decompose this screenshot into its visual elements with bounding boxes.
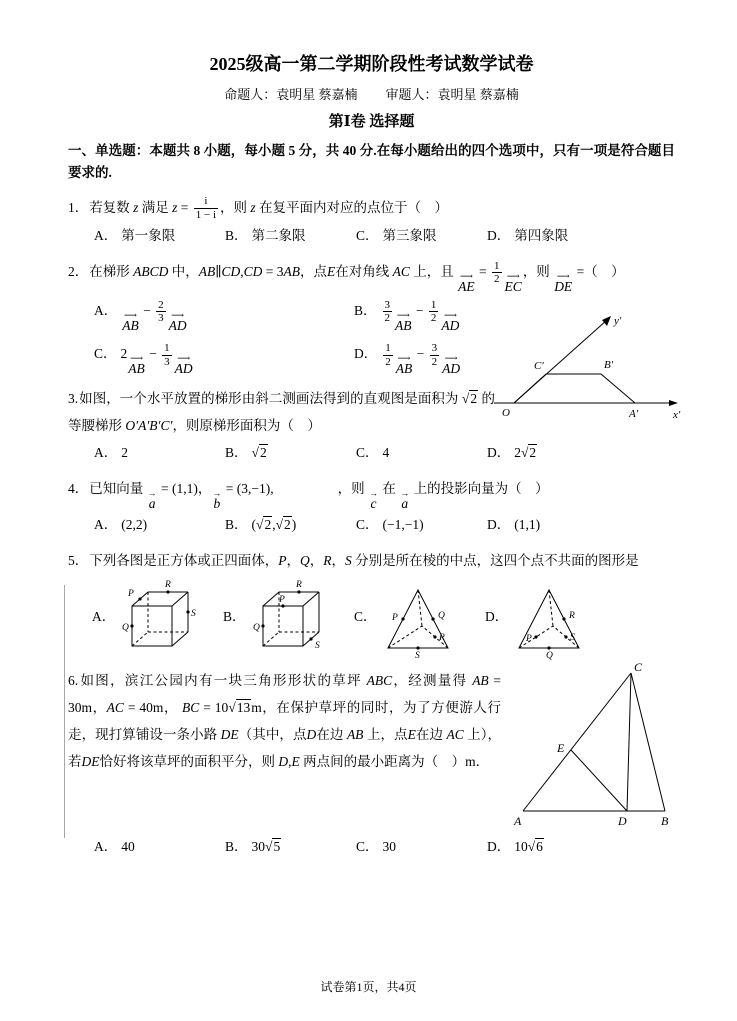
option xyxy=(94,222,225,249)
question-4-body xyxy=(68,475,675,538)
vector xyxy=(554,270,573,294)
text-run: ) xyxy=(291,517,297,533)
vector-arrow-icon: ⟶ xyxy=(459,270,473,281)
q5-figure-c-label: C． xyxy=(354,609,377,625)
vector-arrow-icon: ⟶ xyxy=(171,309,185,320)
q3-c-label: C′ xyxy=(534,360,544,373)
text-run: 2 xyxy=(514,445,521,461)
text-run: ，经测量得 xyxy=(392,673,473,689)
question-stem xyxy=(68,258,675,294)
radical-sign: √ xyxy=(461,391,470,407)
vector-name: c xyxy=(370,496,377,512)
options-row xyxy=(94,511,675,538)
option-label: C． xyxy=(356,839,379,855)
text-run: − xyxy=(412,302,427,318)
variable: Q xyxy=(300,553,310,569)
question-6 xyxy=(68,660,675,860)
text-run: ， xyxy=(331,553,345,569)
vector-name: AD xyxy=(442,361,461,377)
fraction-numerator: 3 xyxy=(384,298,391,311)
variable: D xyxy=(306,727,317,743)
q5d-p-label: P xyxy=(526,634,533,645)
vector-arrow-icon: → xyxy=(212,488,222,499)
variable: AC xyxy=(446,727,464,743)
variable: P xyxy=(278,553,287,569)
text-run: 在 xyxy=(378,481,400,497)
variable: DE xyxy=(220,727,239,743)
text-run: 在边 xyxy=(415,727,447,743)
option xyxy=(225,833,356,860)
text-run: 满足 xyxy=(138,199,173,215)
vector xyxy=(442,355,460,376)
option xyxy=(225,439,356,466)
variable: z xyxy=(133,199,139,215)
text-run: (1,1) xyxy=(514,517,541,533)
variable: DE xyxy=(81,754,100,770)
q6-a-label: A xyxy=(514,814,522,829)
vector-name: a xyxy=(401,496,409,512)
text-run: − xyxy=(139,302,155,318)
fraction xyxy=(156,299,166,325)
q5a-r-label: R xyxy=(165,580,172,591)
option xyxy=(487,439,537,466)
fraction xyxy=(162,342,172,368)
variable: E xyxy=(327,263,336,279)
square-root xyxy=(462,390,478,406)
vector xyxy=(369,490,378,511)
text-run: （其中，点 xyxy=(238,727,307,743)
vector-name: AD xyxy=(174,361,193,377)
text-run: 的等腰梯形 xyxy=(68,391,495,434)
vector-arrow-icon: ⟶ xyxy=(130,353,143,364)
text-run: = 40m， xyxy=(123,700,183,716)
text-run: 在复平面内对应的点位于（ ） xyxy=(255,199,449,215)
fraction-numerator: 2 xyxy=(158,298,164,311)
variable: ABCD xyxy=(133,263,169,279)
option xyxy=(94,340,354,376)
option-label: C． xyxy=(94,346,117,362)
q5-figure-a xyxy=(92,578,223,658)
vector xyxy=(504,270,522,294)
text-run: ， xyxy=(286,553,300,569)
vector-name: DE xyxy=(554,278,573,294)
fraction-numerator: 1 xyxy=(164,341,170,354)
radicand: 2 xyxy=(264,517,272,533)
text-run: , xyxy=(288,754,292,770)
option-label: D． xyxy=(487,227,511,243)
vector xyxy=(128,355,145,376)
option-label: A． xyxy=(94,839,118,855)
square-root xyxy=(276,516,292,532)
radical-sign: √ xyxy=(521,445,529,461)
square-root xyxy=(228,699,251,715)
option xyxy=(225,511,356,538)
q5b-s-label: S xyxy=(314,641,320,652)
radicand: 6 xyxy=(536,839,543,855)
question-stem xyxy=(68,547,675,574)
q3-origin-label: O xyxy=(502,407,510,420)
text-run: ，则原梯形面积为（ ） xyxy=(172,418,321,434)
q5b-q-label: Q xyxy=(252,623,260,634)
square-root xyxy=(528,838,544,854)
fraction-denominator: 3 xyxy=(164,355,170,368)
left-margin-line xyxy=(64,585,65,838)
fraction-denominator: 1 − i xyxy=(195,209,217,222)
radicand: 2 xyxy=(470,391,478,407)
text-run: = (3,−1), xyxy=(222,481,274,497)
q5-figure-c xyxy=(354,582,485,662)
fraction-numerator: i xyxy=(204,195,208,208)
option xyxy=(94,511,225,538)
authors-line xyxy=(68,84,675,103)
option xyxy=(356,222,487,249)
text-run: ，则 xyxy=(522,263,554,279)
authors-right: 审题人：袁明星 蔡嘉楠 xyxy=(385,87,519,103)
q5d-r-label: R xyxy=(569,611,576,622)
variable: AB xyxy=(198,263,216,279)
question-1-body xyxy=(68,194,675,249)
q6-c-label: C xyxy=(634,660,643,675)
page-title: 2025级高一第二学期阶段性考试数学试卷 xyxy=(209,54,534,74)
text-run: 40 xyxy=(121,839,135,855)
variable: CD xyxy=(221,263,241,279)
text-run: 已知向量 xyxy=(89,481,147,497)
variable: AC xyxy=(106,700,124,716)
q5-figure-b xyxy=(223,578,354,658)
authors-left: 命题人：袁明星 蔡嘉楠 xyxy=(224,87,358,103)
variable: BC xyxy=(182,700,200,716)
text-run: = 30m， xyxy=(68,673,501,716)
fraction-denominator: 2 xyxy=(430,312,437,325)
vector-name: AB xyxy=(395,317,412,333)
vector-arrow-icon: ⟶ xyxy=(506,270,520,281)
option-label: B． xyxy=(225,227,248,243)
vector-name: AB xyxy=(395,361,413,377)
vector xyxy=(400,490,409,511)
option xyxy=(487,833,544,860)
vector xyxy=(458,270,475,294)
instructions: 一、单选题：本题共 8 小题，每小题 5 分，共 40 分.在每小题给出的四个选项中，只有一项是符合题目要求的. xyxy=(68,143,675,181)
square-root xyxy=(265,838,281,854)
vector xyxy=(148,490,157,511)
vector xyxy=(441,309,460,333)
text-run: ，则 xyxy=(337,481,368,497)
q5-figure-d-label: D． xyxy=(485,609,509,625)
text-run: 第二象限 xyxy=(251,227,306,243)
q6-d-label: D xyxy=(618,814,627,829)
square-root xyxy=(256,516,272,532)
vector-name: EC xyxy=(504,278,522,294)
option xyxy=(225,222,356,249)
q5b-p-label: P xyxy=(278,595,285,606)
fraction-denominator: 2 xyxy=(384,312,391,325)
q5c-s-label: S xyxy=(414,651,420,662)
q5-cube-b-diagram xyxy=(251,578,329,658)
question-6-body xyxy=(68,660,675,860)
text-run: 30 xyxy=(251,839,266,855)
vector-arrow-icon: ⟶ xyxy=(444,353,458,364)
text-run: 上，点 xyxy=(363,727,408,743)
vector-arrow-icon: → xyxy=(368,488,378,499)
option-label: A． xyxy=(94,445,118,461)
option-label: A． xyxy=(94,517,118,533)
vector-arrow-icon: → xyxy=(400,488,410,499)
option-label: C． xyxy=(356,517,379,533)
fraction-numerator: 1 xyxy=(494,259,500,272)
text-run: m，在保护草坪的同时，为了方便游人行走，现打算铺设一条小路 xyxy=(68,700,501,743)
text-run: − xyxy=(413,346,428,362)
option xyxy=(94,439,225,466)
question-number: 5． xyxy=(68,553,89,569)
variable: AB xyxy=(472,673,489,689)
radical-sign: √ xyxy=(265,839,273,855)
text-run: ， xyxy=(309,553,324,569)
variable: S xyxy=(345,553,352,569)
radicand: 2 xyxy=(283,517,291,533)
option xyxy=(94,297,354,333)
square-root xyxy=(252,444,268,460)
q3-a-label: A′ xyxy=(629,408,639,421)
text-run: = (1,1)， xyxy=(157,481,212,497)
variable: E xyxy=(291,754,300,770)
vector-arrow-icon: ⟶ xyxy=(443,309,457,320)
text-run: 在边 xyxy=(316,727,347,743)
variable: z xyxy=(172,199,178,215)
option xyxy=(356,439,487,466)
q3-y-axis-label: y′ xyxy=(614,315,622,328)
option-label: C． xyxy=(356,445,379,461)
variable: AC xyxy=(392,263,410,279)
text-run: 中， xyxy=(168,263,199,279)
q6-b-label: B xyxy=(661,814,669,829)
vector-arrow-icon: → xyxy=(147,488,157,499)
text-run: 在梯形 xyxy=(89,263,134,279)
vector-name: b xyxy=(213,496,221,512)
q5d-q-label: Q xyxy=(546,651,554,662)
text-run: 分别是所在棱的中点，这四个点不共面的图形是 xyxy=(351,553,639,569)
options-row xyxy=(94,439,675,466)
q5d-s-label: S xyxy=(570,633,575,644)
option-label: D． xyxy=(487,839,511,855)
q5-figure-a-label: A． xyxy=(92,609,116,625)
vector xyxy=(168,309,187,333)
text-run: 如图，一个水平放置的梯形由斜二测画法得到的直观图是面积为 xyxy=(79,391,462,407)
option-label: B． xyxy=(225,517,248,533)
option-label: D． xyxy=(487,445,511,461)
option xyxy=(487,222,568,249)
fraction-denominator: 2 xyxy=(385,355,391,368)
question-number: 1． xyxy=(68,199,89,215)
fraction xyxy=(383,342,393,368)
text-run: = 3 xyxy=(262,263,284,279)
radicand: 2 xyxy=(529,445,537,461)
text-run: ，则 xyxy=(220,199,251,215)
radical-sign: √ xyxy=(527,839,536,855)
vector xyxy=(396,355,413,376)
square-root xyxy=(521,444,537,460)
q5c-p-label: P xyxy=(391,613,398,624)
text-run: 两点间的最小距离为（ ）m． xyxy=(299,754,490,770)
q6-triangle-diagram xyxy=(513,659,675,829)
text-run: ，点 xyxy=(300,263,328,279)
q5-figure-b-label: B． xyxy=(223,609,246,625)
radical-sign: √ xyxy=(228,700,236,716)
question-4 xyxy=(68,475,675,538)
vector-name: AD xyxy=(441,317,460,333)
vector-name: a xyxy=(148,496,156,512)
question-stem xyxy=(68,475,675,511)
option xyxy=(356,833,487,860)
q5-tetrahedron-d-diagram xyxy=(513,582,585,662)
fraction-numerator: 1 xyxy=(385,341,391,354)
question-5 xyxy=(68,547,675,662)
text-run: 30 xyxy=(382,839,397,855)
q3-b-label: B′ xyxy=(604,359,614,372)
option-label: A． xyxy=(94,227,118,243)
vector-arrow-icon: ⟶ xyxy=(397,353,411,364)
q5-tetrahedron-c-diagram xyxy=(382,582,454,662)
variable: O′A′B′C′ xyxy=(125,418,173,434)
fraction-numerator: 3 xyxy=(431,341,438,354)
text-run: 上，且 xyxy=(409,263,458,279)
fraction xyxy=(383,299,393,325)
fraction-denominator: 2 xyxy=(494,273,500,286)
variable: R xyxy=(323,553,332,569)
section-title: 第Ⅰ卷 选择题 xyxy=(328,114,415,131)
question-number: 3. xyxy=(68,391,79,407)
option-label: A． xyxy=(94,302,118,318)
text-run: ( xyxy=(251,517,257,533)
text-run: 若复数 xyxy=(89,199,134,215)
options-row xyxy=(94,222,675,249)
text-run: 恰好将该草坪的面积平分，则 xyxy=(99,754,279,770)
q5-cube-a-diagram xyxy=(120,578,198,658)
vector xyxy=(122,309,139,333)
q5-figure-d xyxy=(485,582,616,662)
vector-arrow-icon: ⟶ xyxy=(556,270,570,281)
q5a-p-label: P xyxy=(128,589,135,600)
question-number: 6. xyxy=(68,673,79,689)
text-run: = 10 xyxy=(199,700,229,716)
fraction-denominator: 3 xyxy=(158,312,164,325)
fraction-denominator: 2 xyxy=(431,355,438,368)
variable: E xyxy=(407,727,416,743)
text-run: 4 xyxy=(382,445,390,461)
question-number: 2． xyxy=(68,263,89,279)
text-run: 上），若 xyxy=(68,727,502,770)
fraction xyxy=(429,299,439,325)
option xyxy=(487,511,540,538)
q3-x-axis-label: x′ xyxy=(673,409,681,422)
text-run: 第一象限 xyxy=(121,227,176,243)
vector xyxy=(175,355,193,376)
q5a-s-label: S xyxy=(191,609,196,620)
fraction xyxy=(492,260,502,286)
q5-figure-row xyxy=(92,578,675,662)
variable: CD xyxy=(243,263,263,279)
variable: AB xyxy=(346,727,364,743)
vector-name: AB xyxy=(128,361,145,377)
text-run: , xyxy=(240,263,244,279)
text-run: =（ ） xyxy=(573,263,625,279)
text-run: 如图，滨江公园内有一块三角形形状的草坪 xyxy=(79,673,367,689)
variable: z xyxy=(250,199,256,215)
radical-sign: √ xyxy=(251,445,259,461)
text-run: (2,2) xyxy=(121,517,148,533)
option-label: D． xyxy=(354,346,378,362)
fraction xyxy=(430,342,440,368)
text-run: 上的投影向量为（ ） xyxy=(410,481,549,497)
option xyxy=(94,833,225,860)
text-run: = xyxy=(475,263,491,279)
option-label: C． xyxy=(356,227,379,243)
vector-arrow-icon: ⟶ xyxy=(177,353,191,364)
text-run: 2 xyxy=(120,346,128,362)
vector-arrow-icon: ⟶ xyxy=(124,309,137,320)
vector-name: AD xyxy=(168,317,187,333)
text-run: 下列各图是正方体或正四面体， xyxy=(89,553,279,569)
option-label: B． xyxy=(354,302,377,318)
text-run: ∥ xyxy=(215,263,222,279)
text-run: − xyxy=(145,346,161,362)
text-run: = xyxy=(177,199,192,215)
q3-trapezoid-diagram xyxy=(488,311,683,423)
vector-arrow-icon: ⟶ xyxy=(396,309,410,320)
question-5-body xyxy=(68,547,675,574)
q5a-q-label: Q xyxy=(122,623,130,634)
vector-name: AB xyxy=(122,317,139,333)
radical-sign: √ xyxy=(275,517,283,533)
q5b-r-label: R xyxy=(295,580,302,591)
text-run: 第四象限 xyxy=(514,227,569,243)
q5c-q-label: Q xyxy=(437,611,445,622)
variable: D xyxy=(278,754,289,770)
text-run: 2 xyxy=(121,445,128,461)
variable: ABC xyxy=(366,673,393,689)
option-label: D． xyxy=(487,517,511,533)
question-stem xyxy=(68,194,675,222)
option xyxy=(356,511,487,538)
question-1 xyxy=(68,194,675,249)
text-run: 10 xyxy=(514,839,528,855)
q6-e-label: E xyxy=(557,741,565,756)
variable: AB xyxy=(283,263,301,279)
radicand: 13 xyxy=(236,700,251,716)
page-footer: 试卷第1页，共4页 xyxy=(320,980,417,994)
fraction xyxy=(194,195,218,221)
options-row xyxy=(94,831,675,860)
vector xyxy=(395,309,412,333)
question-number: 4． xyxy=(68,481,89,497)
option-label: B． xyxy=(225,839,248,855)
radical-sign: √ xyxy=(256,517,264,533)
radicand: 5 xyxy=(273,839,281,855)
radicand: 2 xyxy=(259,445,267,461)
text-run: 在对角线 xyxy=(335,263,393,279)
fraction-numerator: 1 xyxy=(430,298,437,311)
vector-name: AE xyxy=(458,278,475,294)
vector xyxy=(212,490,221,511)
text-run: (−1,−1) xyxy=(382,517,424,533)
option-label: B． xyxy=(225,445,248,461)
text-run: , xyxy=(272,517,276,533)
q5c-r-label: R xyxy=(438,633,445,644)
text-run: 第三象限 xyxy=(382,227,437,243)
